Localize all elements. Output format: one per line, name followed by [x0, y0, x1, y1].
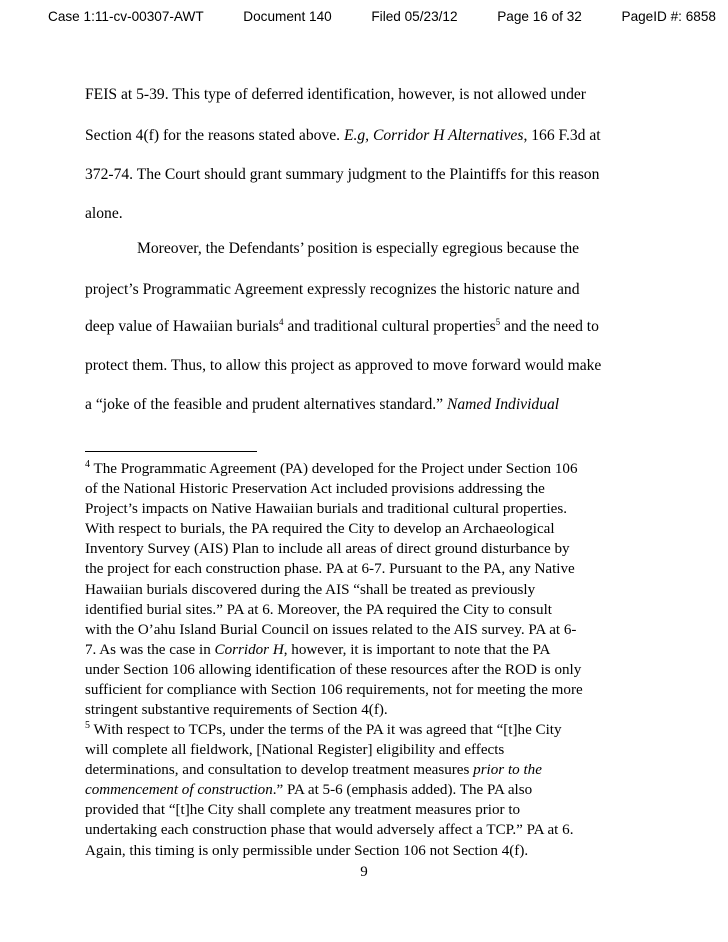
body-line: FEIS at 5-39. This type of deferred identification, however, is not allowed under — [85, 86, 586, 103]
emphasis: prior to the — [473, 762, 542, 779]
body-line: Section 4(f) for the reasons stated above. E.g, Corridor H Alternatives, 166 F.3d at — [85, 127, 601, 144]
body-line: protect them. Thus, to allow this project as approved to move forward would make — [85, 357, 602, 374]
body-line: alone. — [85, 205, 123, 222]
footnote-ref-5[interactable]: 5 — [495, 317, 501, 327]
paragraph-start: Moreover, the Defendants’ position is especially egregious because the — [137, 240, 580, 257]
body-line: deep value of Hawaiian burials$^4$ and traditional cultural properties$^5$ and the need to — [85, 317, 599, 335]
case-citation: Corridor H — [214, 641, 284, 658]
case-header — [48, 9, 716, 24]
case-number: Case 1:11-cv-00307-AWT — [48, 9, 204, 24]
footnote-5: $^5$ With respect to TCPs, under the terms of the PA it was agreed that “[t]he City will complete all fieldwork, [National Register] eligibility and effects determinations, and consultation to develop treatment measures prior to the commencement of construction.” PA at 5-6 (emphasis added). The PA also provided that “[t]he City shall complete any treatment measures prior to undertaking each construction phase that would adversely affect a TCP.” PA at 6. Again, this timing is only permissible under Section 106 not Section 4(f). — [85, 720, 574, 859]
filed-date: Filed 05/23/12 — [371, 9, 458, 24]
case-citation: Named Individual — [446, 396, 560, 413]
case-citation: E.g, Corridor H Alternatives — [343, 127, 524, 144]
footnote-mark: 5 — [85, 720, 90, 731]
page-number: 9 — [360, 864, 368, 880]
body-line: project’s Programmatic Agreement expressly recognizes the historic nature and — [85, 281, 580, 298]
emphasis: commencement of construction — [85, 782, 273, 799]
page-of-total: Page 16 of 32 — [497, 9, 582, 24]
body-line: a “joke of the feasible and prudent alternatives standard.” Named Individual — [85, 396, 560, 413]
footnote-4: $^4$ The Programmatic Agreement (PA) developed for the Project under Section 106 of the National Historic Preservation Act included provisions addressing the Project’s impacts on Native Hawaiian burials and traditional cultural properties. With respect to burials, the PA required the City to develop an Archaeological Inventory Survey (AIS) Plan to include all areas of direct ground disturbance by the project for each construction phase. PA at 6-7. Pursuant to the PA, any Native Hawaiian burials discovered during the AIS “shall be treated as previously identified burial sites.” PA at 6. Moreover, the PA required the City to consult with the O’ahu Island Burial Council on issues related to the AIS survey. PA at 6- 7. As was the case in Corridor H, however, it is important to note that the PA under Section 106 allowing identification of these resources after the ROD is only sufficient for compliance with Section 106 requirements, not for meeting the more stringent substantive requirements of Section 4(f). — [85, 459, 583, 719]
footnote-ref-4[interactable]: 4 — [278, 317, 284, 327]
page-id: PageID #: 6858 — [621, 9, 716, 24]
body-line: 372-74. The Court should grant summary judgment to the Plaintiffs for this reason — [85, 166, 600, 183]
footnote-mark: 4 — [85, 459, 90, 470]
document-number: Document 140 — [243, 9, 332, 24]
footnote-separator — [85, 451, 257, 452]
